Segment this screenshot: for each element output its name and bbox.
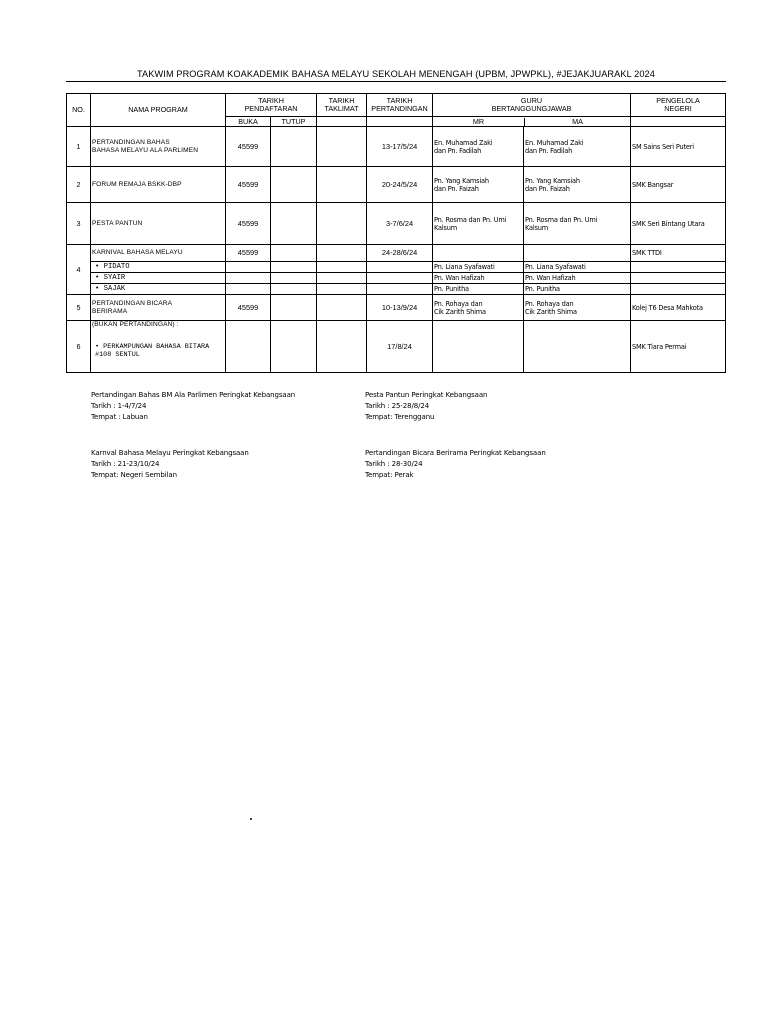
row-guru-mr: En. Muhamad Zaki dan Pn. Fadilah (433, 127, 524, 167)
subrow-guru-ma: Pn. Wan Hafizah (524, 273, 631, 284)
subrow-guru-mr: Pn. Wan Hafizah (433, 273, 524, 284)
row-program: KARNIVAL BAHASA MELAYU (91, 245, 226, 262)
document-title: TAKWIM PROGRAM KOAKADEMIK BAHASA MELAYU SEKOLAH MENENGAH (UPBM, JPWPKL), #JEJAKJUARAKL 2024 (137, 69, 655, 79)
row-no: 6 (67, 321, 91, 373)
subrow-label: • PIDATO (91, 262, 226, 273)
row-guru-ma (524, 321, 631, 373)
row-no: 2 (67, 167, 91, 203)
row-pengelola: SMK Tiara Permai (631, 321, 726, 373)
empty-cell (271, 273, 317, 284)
empty-cell (226, 273, 271, 284)
row-program: PESTA PANTUN (91, 203, 226, 245)
subrow-guru-ma: Pn. Punitha (524, 284, 631, 295)
note-heading: Pesta Pantun Peringkat Kebangsaan (365, 391, 488, 399)
row-buka (226, 321, 271, 373)
row-program: FORUM REMAJA BSKK-DBP (91, 167, 226, 203)
subrow-guru-ma: Pn. Liana Syafawati (524, 262, 631, 273)
row-tutup (271, 295, 317, 321)
note-block-karnival (91, 448, 249, 481)
row-guru-ma (524, 245, 631, 262)
header-mr: MR (433, 118, 525, 126)
row-tutup (271, 203, 317, 245)
row-taklimat (317, 203, 367, 245)
stray-dot (250, 818, 252, 820)
title-underline (66, 81, 726, 82)
note-venue: Tempat: Negeri Sembilan (91, 471, 177, 479)
row-program: • PERKAMPUNGAN BAHASA BITARA #108 SENTUL (95, 343, 210, 359)
header-pengelola: PENGELOLA NEGERI (631, 94, 726, 117)
row-tutup (271, 321, 317, 373)
note-venue: Tempat: Perak (365, 471, 414, 479)
header-row (67, 94, 726, 117)
row-guru-ma: Pn. Rohaya dan Cik Zarith Shima (524, 295, 631, 321)
table-row (67, 245, 726, 262)
empty-cell (271, 262, 317, 273)
row-taklimat (317, 295, 367, 321)
note-date: Tarikh : 21-23/10/24 (91, 460, 160, 468)
header-buka: BUKA (226, 117, 271, 127)
empty-cell (367, 273, 433, 284)
header-ma: MA (572, 116, 583, 126)
row-program: PERTANDINGAN BICARA BERIRAMA (91, 295, 226, 321)
header-guru-split (433, 117, 631, 127)
row-program-note: (BUKAN PERTANDINGAN) : (92, 321, 179, 328)
table-row (67, 295, 726, 321)
row-no: 1 (67, 127, 91, 167)
row-buka: 45599 (226, 167, 271, 203)
note-heading: Pertandingan Bicara Berirama Peringkat Kebangsaan (365, 449, 546, 457)
subrow-guru-mr: Pn. Liana Syafawati (433, 262, 524, 273)
header-blank (317, 117, 367, 127)
row-buka: 45599 (226, 127, 271, 167)
row-guru-ma: En. Muhamad Zaki dan Pn. Fadilah (524, 127, 631, 167)
empty-cell (271, 284, 317, 295)
row-pengelola: SMK Seri Bintang Utara (631, 203, 726, 245)
note-date: Tarikh : 25-28/8/24 (365, 402, 430, 410)
header-guru: GURU BERTANGGUNGJAWAB (433, 94, 631, 117)
empty-cell (317, 262, 367, 273)
empty-cell (317, 273, 367, 284)
table-subrow (67, 273, 726, 284)
note-date: Tarikh : 1-4/7/24 (91, 402, 147, 410)
empty-cell (367, 262, 433, 273)
table-row (67, 203, 726, 245)
row-taklimat (317, 321, 367, 373)
row-pertandingan: 10-13/9/24 (367, 295, 433, 321)
row-program: PERTANDINGAN BAHAS BAHASA MELAYU ALA PARLIMEN (91, 127, 226, 167)
header-tutup: TUTUP (271, 117, 317, 127)
row-taklimat (317, 167, 367, 203)
empty-cell (631, 273, 726, 284)
note-block-bicara (365, 448, 546, 481)
row-guru-mr (433, 321, 524, 373)
row-pertandingan: 13-17/5/24 (367, 127, 433, 167)
row-tutup (271, 245, 317, 262)
empty-cell (226, 262, 271, 273)
table-subrow (67, 262, 726, 273)
table-row (67, 167, 726, 203)
row-buka: 45599 (226, 295, 271, 321)
row-guru-ma: Pn. Yang Kamsiah dan Pn. Faizah (524, 167, 631, 203)
row-pertandingan: 3-7/6/24 (367, 203, 433, 245)
row-pengelola: SMK TTDI (631, 245, 726, 262)
empty-cell (317, 284, 367, 295)
row-program-cell (91, 321, 226, 373)
row-buka: 45599 (226, 245, 271, 262)
header-tarikh-pertandingan: TARIKH PERTANDINGAN (367, 94, 433, 117)
header-blank (367, 117, 433, 127)
subrow-label: • SYAIR (91, 273, 226, 284)
row-pertandingan: 20-24/5/24 (367, 167, 433, 203)
row-pengelola: Kolej T6 Desa Mahkota (631, 295, 726, 321)
row-buka: 45599 (226, 203, 271, 245)
note-date: Tarikh : 28-30/24 (365, 460, 423, 468)
note-block-pantun (365, 390, 487, 423)
row-guru-mr: Pn. Rosma dan Pn. Umi Kalsum (433, 203, 524, 245)
header-no: NO. (67, 94, 91, 127)
row-guru-ma: Pn. Rosma dan Pn. Umi Kalsum (524, 203, 631, 245)
row-no: 3 (67, 203, 91, 245)
row-tutup (271, 127, 317, 167)
row-guru-mr: Pn. Rohaya dan Cik Zarith Shima (433, 295, 524, 321)
row-pertandingan: 24-28/6/24 (367, 245, 433, 262)
header-blank (631, 117, 726, 127)
header-tarikh-pendaftaran: TARIKH PENDAFTARAN (226, 94, 317, 117)
note-venue: Tempat: Terengganu (365, 413, 435, 421)
table-row (67, 321, 726, 373)
header-tarikh-taklimat: TARIKH TAKLIMAT (317, 94, 367, 117)
row-pertandingan: 17/8/24 (367, 321, 433, 373)
subrow-guru-mr: Pn. Punitha (433, 284, 524, 295)
note-heading: Pertandingan Bahas BM Ala Parlimen Peringkat Kebangsaan (91, 391, 296, 399)
row-tutup (271, 167, 317, 203)
row-taklimat (317, 245, 367, 262)
note-block-bahas (91, 390, 295, 423)
table-subrow (67, 284, 726, 295)
subrow-label: • SAJAK (91, 284, 226, 295)
header-nama-program: NAMA PROGRAM (91, 94, 226, 127)
row-guru-mr (433, 245, 524, 262)
row-taklimat (317, 127, 367, 167)
row-no: 4 (67, 245, 91, 295)
row-pengelola: SMK Bangsar (631, 167, 726, 203)
row-guru-mr: Pn. Yang Kamsiah dan Pn. Faizah (433, 167, 524, 203)
empty-cell (631, 262, 726, 273)
empty-cell (631, 284, 726, 295)
row-no: 5 (67, 295, 91, 321)
table-row (67, 127, 726, 167)
note-heading: Karnval Bahasa Melayu Peringkat Kebangsaan (91, 449, 249, 457)
program-calendar-table (66, 93, 726, 373)
empty-cell (226, 284, 271, 295)
row-pengelola: SM Sains Seri Puteri (631, 127, 726, 167)
empty-cell (367, 284, 433, 295)
note-venue: Tempat : Labuan (91, 413, 148, 421)
